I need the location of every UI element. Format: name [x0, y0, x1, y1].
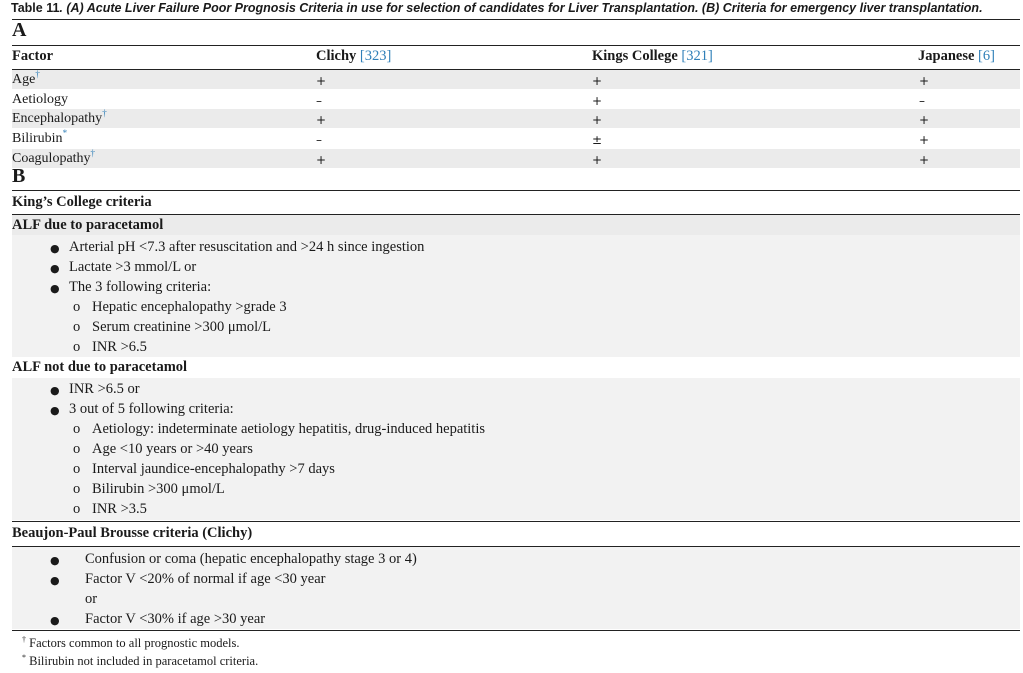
footnote-mark[interactable]: * — [62, 128, 68, 138]
clichy-criteria-title: Beaujon-Paul Brousse criteria (Clichy) — [12, 525, 253, 541]
sub-bullet-icon: o — [73, 461, 81, 477]
nonpara-title: ALF not due to paracetamol — [12, 359, 188, 375]
ref-link-clichy[interactable]: [323] — [359, 48, 392, 64]
clichy-top-rule — [12, 521, 1020, 522]
list-item: The 3 following criteria: — [69, 279, 212, 295]
footnote: † Factors common to all prognostic models. — [22, 635, 240, 650]
list-item: Factor V <30% if age >30 year — [85, 611, 266, 627]
sub-bullet-icon: o — [73, 501, 81, 517]
cell-japanese: + — [919, 113, 930, 127]
para-title: ALF due to paracetamol — [12, 217, 164, 233]
list-item: Arterial pH <7.3 after resuscitation and >24 h since ingestion — [69, 239, 425, 255]
sub-bullet-icon: o — [73, 441, 81, 457]
cell-japanese: + — [919, 133, 930, 147]
cell-clichy: + — [316, 113, 327, 127]
caption-rule — [12, 19, 1020, 20]
sub-bullet-icon: o — [73, 299, 81, 315]
cell-clichy: – — [316, 94, 322, 108]
row-factor-bilirubin: Bilirubin* — [12, 128, 68, 146]
sub-bullet-icon: o — [73, 481, 81, 497]
footnote: * Bilirubin not included in paracetamol criteria. — [22, 653, 259, 668]
row-factor-aetiology: Aetiology — [12, 92, 68, 107]
bullet-icon: ● — [50, 282, 60, 295]
table-bottom-rule — [12, 630, 1020, 631]
sub-bullet-icon: o — [73, 339, 81, 355]
cell-kings: + — [592, 94, 603, 108]
sub-list-item: INR >6.5 — [92, 339, 147, 355]
kings-criteria-title: King’s College criteria — [12, 194, 152, 210]
sub-list-item: INR >3.5 — [92, 501, 147, 517]
sub-list-item: Aetiology: indeterminate aetiology hepatitis, drug-induced hepatitis — [92, 421, 486, 437]
bullet-icon: ● — [50, 574, 60, 587]
footnote-mark[interactable]: † — [102, 108, 107, 118]
cell-clichy: + — [316, 74, 327, 88]
section-b-top-rule — [12, 190, 1020, 191]
cell-clichy: + — [316, 153, 327, 167]
row-factor-coagulopathy: Coagulopathy† — [12, 148, 96, 166]
sub-list-item: Age <10 years or >40 years — [92, 441, 253, 457]
ref-link-japanese[interactable]: [6] — [978, 48, 995, 64]
cell-japanese: – — [919, 94, 925, 108]
cell-clichy: – — [316, 133, 322, 147]
footnote-mark[interactable]: † — [90, 148, 96, 158]
col-header-factor: Factor — [12, 48, 54, 64]
bullet-icon: ● — [50, 614, 60, 627]
row-band — [12, 149, 1020, 168]
bullet-icon: ● — [50, 404, 60, 417]
cell-kings: + — [592, 113, 603, 127]
col-header-kings: Kings College [321] — [592, 48, 713, 64]
row-band — [12, 70, 1020, 89]
list-item: Factor V <20% of normal if age <30 year — [85, 571, 326, 587]
section-a-label: A — [12, 19, 27, 41]
ref-link-kings[interactable]: [321] — [681, 48, 713, 64]
sub-list-item: Hepatic encephalopathy >grade 3 — [92, 299, 287, 315]
list-item: Lactate >3 mmol/L or — [69, 259, 197, 275]
row-band — [12, 109, 1020, 128]
footnote-mark[interactable]: † — [35, 69, 40, 79]
bullet-icon: ● — [50, 262, 60, 275]
cell-kings: + — [592, 153, 603, 167]
list-item: 3 out of 5 following criteria: — [69, 401, 234, 417]
list-item: Confusion or coma (hepatic encephalopathy stage 3 or 4) — [85, 551, 417, 567]
col-header-clichy: Clichy [323] — [316, 48, 392, 64]
bullet-icon: ● — [50, 242, 60, 255]
table-caption — [11, 1, 983, 15]
caption-text: . (A) Acute Liver Failure Poor Prognosis Criteria in use for selection of candidates for Liver Transplantation. (B) Criteria for emergency liver transplantation. — [59, 1, 983, 15]
sub-list-item: Serum creatinine >300 μmol/L — [92, 319, 272, 335]
sub-bullet-icon: o — [73, 421, 81, 437]
bullet-icon: ● — [50, 384, 60, 397]
sub-list-item: Interval jaundice-encephalopathy >7 days — [92, 461, 335, 477]
section-b-label: B — [12, 165, 26, 187]
sub-bullet-icon: o — [73, 319, 81, 335]
col-header-japanese: Japanese [6] — [918, 48, 995, 64]
table-number: Table 11 — [11, 1, 60, 15]
bullet-icon: ● — [50, 554, 60, 567]
sub-list-item: Bilirubin >300 μmol/L — [92, 481, 225, 497]
row-factor-age: Age† — [12, 69, 40, 87]
cell-japanese: + — [919, 153, 930, 167]
list-item: INR >6.5 or — [69, 381, 140, 397]
cell-kings: ± — [592, 133, 603, 147]
cell-japanese: + — [919, 74, 930, 88]
cell-kings: + — [592, 74, 603, 88]
list-item-continuation: or — [85, 591, 98, 607]
row-factor-encephalopathy: Encephalopathy† — [12, 108, 107, 126]
section-a-top-rule — [12, 45, 1020, 46]
